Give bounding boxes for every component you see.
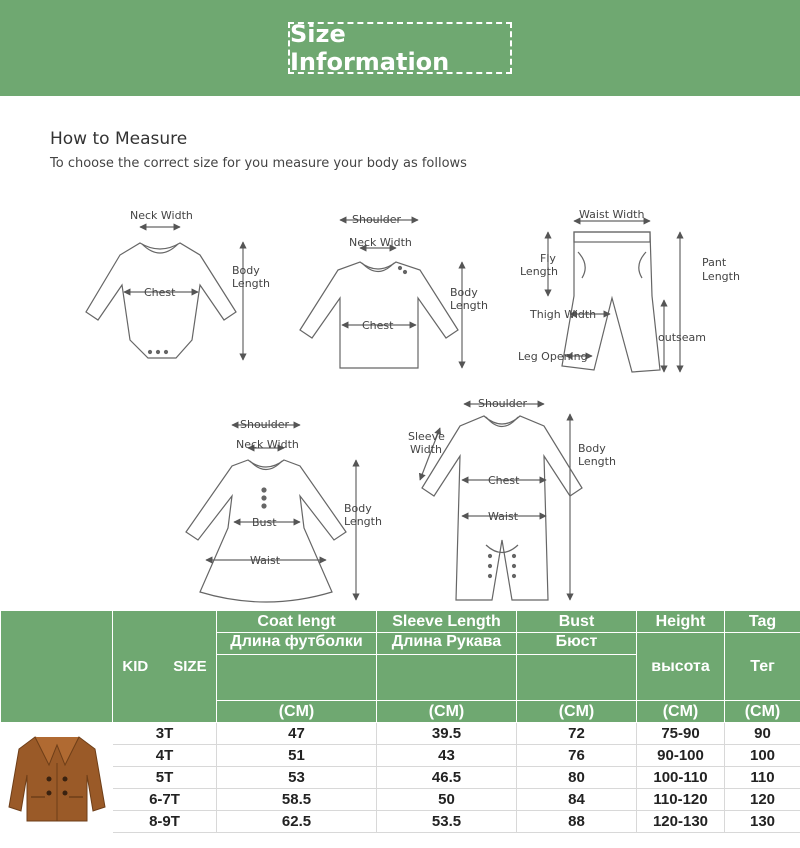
table-row	[1, 767, 800, 789]
bodysuit-body-label: Body	[232, 264, 260, 277]
table-row	[1, 723, 800, 745]
product-image-cell	[1, 723, 113, 833]
romper-sleeve-label: Sleeve	[408, 430, 445, 443]
banner-title: Size Information	[290, 20, 450, 76]
col-coat-en: Coat lengt	[217, 611, 377, 633]
dress-body-label: Body	[344, 502, 372, 515]
height-cell: 120-130	[637, 811, 725, 833]
col-coat-spacer	[217, 655, 377, 701]
bust-cell: 72	[517, 723, 637, 745]
coat-length-cell: 62.5	[217, 811, 377, 833]
coat-length-cell: 58.5	[217, 789, 377, 811]
romper-waist-label: Waist	[488, 510, 519, 523]
dress-shoulder-label: Shoulder	[240, 418, 289, 431]
sleeve-length-cell: 53.5	[377, 811, 517, 833]
col-coat-unit: (CM)	[217, 701, 377, 723]
coat-product-image	[1, 723, 113, 833]
tag-cell: 90	[725, 723, 800, 745]
header-corner	[1, 611, 113, 723]
coat-length-cell: 47	[217, 723, 377, 745]
shirt-diagram	[300, 213, 488, 368]
sleeve-length-cell: 46.5	[377, 767, 517, 789]
col-height-ru: высота	[637, 633, 725, 701]
col-sleeve-spacer	[377, 655, 517, 701]
romper-sleeve-width-label: Width	[410, 443, 442, 456]
sleeve-length-cell: 43	[377, 745, 517, 767]
table-row	[1, 789, 800, 811]
col-bust-spacer	[517, 655, 637, 701]
size-cell: 5T	[113, 767, 217, 789]
col-bust-en: Bust	[517, 611, 637, 633]
dress-neck-label: Neck Width	[236, 438, 299, 451]
table-row	[1, 811, 800, 833]
tag-cell: 130	[725, 811, 800, 833]
dress-length-label: Length	[344, 515, 382, 528]
size-cell: 8-9T	[113, 811, 217, 833]
col-sleeve-en: Sleeve Length	[377, 611, 517, 633]
col-tag-en: Tag	[725, 611, 800, 633]
bodysuit-chest-label: Chest	[144, 286, 176, 299]
shirt-chest-label: Chest	[362, 319, 394, 332]
tag-cell: 100	[725, 745, 800, 767]
col-sleeve-ru: Длина Рукава	[377, 633, 517, 655]
size-cell: 4T	[113, 745, 217, 767]
pants-thigh-label: Thigh Width	[530, 308, 597, 321]
height-cell: 90-100	[637, 745, 725, 767]
col-coat-ru: Длина футболки	[217, 633, 377, 655]
col-height-unit: (CM)	[637, 701, 725, 723]
tag-cell: 120	[725, 789, 800, 811]
pants-pant-label: Pant	[702, 256, 727, 269]
sleeve-length-cell: 39.5	[377, 723, 517, 745]
sleeve-length-cell: 50	[377, 789, 517, 811]
size-cell: 6-7T	[113, 789, 217, 811]
table-row	[1, 745, 800, 767]
col-height-en: Height	[637, 611, 725, 633]
shirt-shoulder-label: Shoulder	[352, 213, 401, 226]
pants-fly-label: Fly	[540, 252, 556, 265]
dress-bust-label: Bust	[252, 516, 277, 529]
shirt-body-label: Body	[450, 286, 478, 299]
romper-body-label: Body	[578, 442, 606, 455]
col-bust-ru: Бюст	[517, 633, 637, 655]
kid-size-header: KID SIZE	[113, 611, 217, 723]
col-tag-ru: Тег	[725, 633, 800, 701]
height-cell: 100-110	[637, 767, 725, 789]
shirt-length-label: Length	[450, 299, 488, 312]
pants-leg-label: Leg Opening	[518, 350, 588, 363]
dress-diagram	[186, 418, 382, 602]
pants-outseam-label: outseam	[658, 331, 706, 344]
bust-cell: 76	[517, 745, 637, 767]
bodysuit-diagram	[86, 209, 270, 360]
height-cell: 110-120	[637, 789, 725, 811]
coat-length-cell: 53	[217, 767, 377, 789]
size-table	[0, 610, 800, 833]
bodysuit-neck-label: Neck Width	[130, 209, 193, 222]
pants-pant-length-label: Length	[702, 270, 740, 283]
tag-cell: 110	[725, 767, 800, 789]
coat-length-cell: 51	[217, 745, 377, 767]
romper-shoulder-label: Shoulder	[478, 397, 527, 410]
height-cell: 75-90	[637, 723, 725, 745]
bust-cell: 84	[517, 789, 637, 811]
pants-fly-length-label: Length	[520, 265, 558, 278]
romper-length-label: Length	[578, 455, 616, 468]
size-cell: 3T	[113, 723, 217, 745]
col-sleeve-unit: (CM)	[377, 701, 517, 723]
dress-waist-label: Waist	[250, 554, 281, 567]
pants-diagram	[518, 208, 740, 372]
how-to-measure-title: How to Measure	[50, 129, 188, 149]
bust-cell: 88	[517, 811, 637, 833]
romper-chest-label: Chest	[488, 474, 520, 487]
bust-cell: 80	[517, 767, 637, 789]
col-bust-unit: (CM)	[517, 701, 637, 723]
pants-waist-label: Waist Width	[579, 208, 645, 221]
how-to-measure-subtitle: To choose the correct size for you measure your body as follows	[50, 156, 467, 171]
romper-diagram	[408, 397, 616, 600]
col-tag-unit: (CM)	[725, 701, 800, 723]
shirt-neck-label: Neck Width	[349, 236, 412, 249]
bodysuit-length-label: Length	[232, 277, 270, 290]
